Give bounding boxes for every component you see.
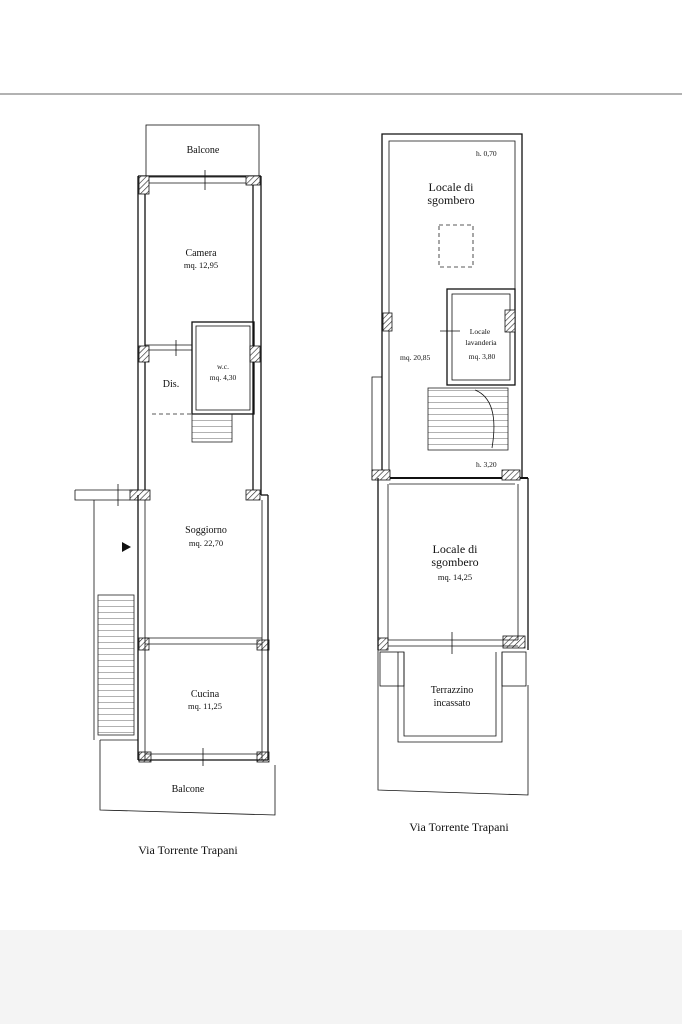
room-label-locale-bottom-line1: Locale di xyxy=(432,542,478,556)
bottom-band xyxy=(0,930,682,1024)
room-label-balcone-bottom: Balcone xyxy=(171,784,205,795)
room-label-locale-top-line2: sgombero xyxy=(427,193,475,207)
street-label-left: Via Torrente Trapani xyxy=(138,843,238,857)
room-label-lavanderia-line2: lavanderia xyxy=(465,338,497,347)
room-label-terrazzino-line2: incassato xyxy=(433,698,471,709)
room-area-cucina: mq. 11,25 xyxy=(188,701,222,711)
height-label-mid: h. 3,20 xyxy=(476,460,497,469)
room-area-locale-bottom: mq. 14,25 xyxy=(437,572,473,582)
room-label-locale-top-line1: Locale di xyxy=(428,180,474,194)
street-label-right: Via Torrente Trapani xyxy=(409,820,509,834)
room-area-camera: mq. 12,95 xyxy=(183,260,219,270)
room-area-lavanderia: mq. 3,80 xyxy=(468,352,496,361)
room-label-wc: w.c. xyxy=(216,362,230,371)
room-area-soggiorno: mq. 22,70 xyxy=(188,538,224,548)
room-label-camera: Camera xyxy=(185,248,217,259)
room-label-lavanderia-line1: Locale xyxy=(469,327,491,336)
room-label-terrazzino-line1: Terrazzino xyxy=(430,685,474,696)
height-label-top: h. 0,70 xyxy=(476,149,497,158)
room-area-wc: mq. 4,30 xyxy=(209,373,237,382)
room-label-soggiorno: Soggiorno xyxy=(185,525,227,536)
room-label-balcone-top: Balcone xyxy=(186,145,220,156)
floor-plan-left xyxy=(75,125,275,815)
room-area-locale-top: mq. 20,85 xyxy=(400,353,431,362)
lavanderia-outline xyxy=(447,289,515,385)
room-label-dis: Dis. xyxy=(162,379,180,390)
room-label-locale-bottom-line2: sgombero xyxy=(431,555,479,569)
room-label-cucina: Cucina xyxy=(190,689,220,700)
